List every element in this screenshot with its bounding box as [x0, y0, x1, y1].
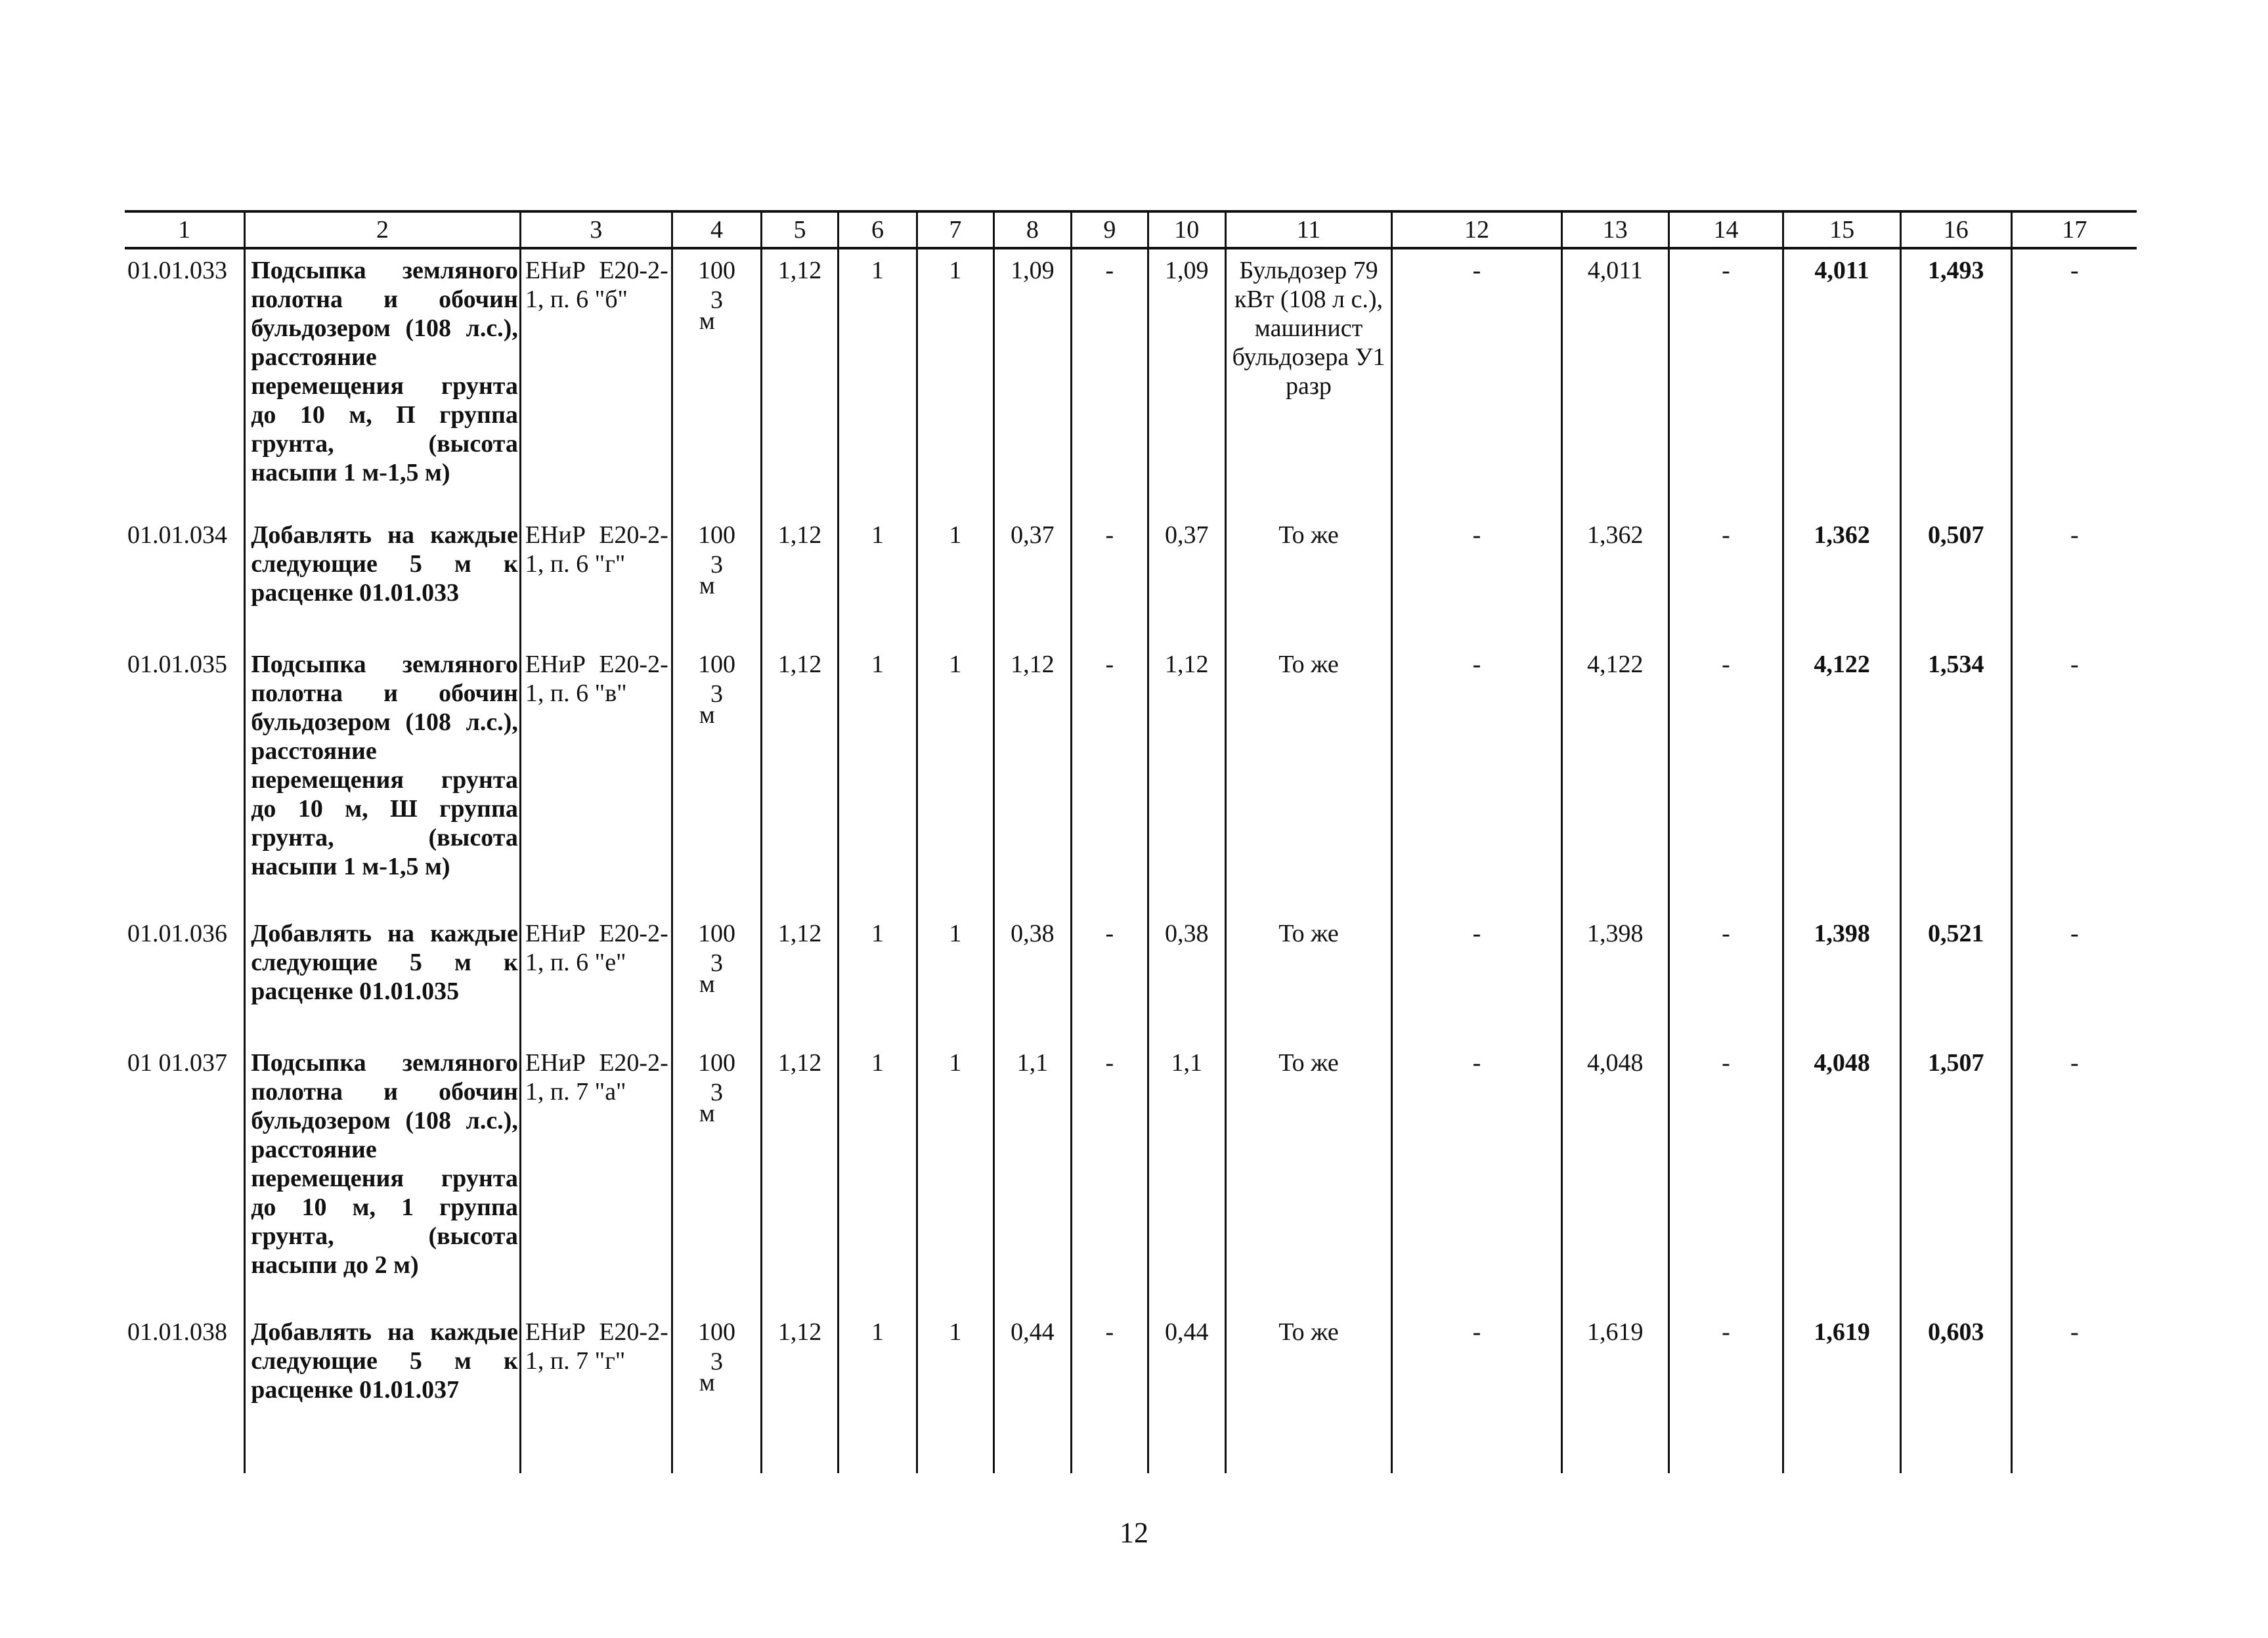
unit-value: 100 — [698, 651, 735, 678]
header-cell: 15 — [1783, 211, 1901, 248]
table-row — [125, 643, 2137, 913]
col-7-value: 1 — [917, 643, 993, 913]
header-cell: 3 — [520, 211, 672, 248]
machine-description: То же — [1226, 1042, 1392, 1311]
header-cell: 10 — [1148, 211, 1225, 248]
col-14-value: - — [1668, 1311, 1783, 1473]
col-13-value: 4,122 — [1561, 643, 1668, 913]
header-cell: 17 — [2011, 211, 2137, 248]
col-5-value: 1,12 — [762, 643, 838, 913]
col-10-value: 0,38 — [1148, 913, 1225, 1042]
col-14-value: - — [1668, 1042, 1783, 1311]
header-cell: 12 — [1391, 211, 1561, 248]
col-5-value: 1,12 — [762, 248, 838, 514]
rate-code: 01.01.036 — [125, 913, 245, 1042]
col-8-value: 1,09 — [993, 248, 1071, 514]
header-cell: 2 — [245, 211, 521, 248]
unit-value: 100 — [698, 521, 735, 549]
col-7-value: 1 — [917, 1311, 993, 1473]
table-row — [125, 514, 2137, 643]
col-15-value: 1,362 — [1783, 514, 1901, 643]
col-7-value: 1 — [917, 1042, 993, 1311]
col-12-value: - — [1391, 1311, 1561, 1473]
rate-code: 01.01.034 — [125, 514, 245, 643]
work-description: Подсыпка земляного полотна и обочин бульдозером (108 л.с.), расстояние перемещения грунта до 10 м, Ш группа грунта, (высота насыпи 1 м-1,5 м) — [245, 643, 521, 913]
header-cell: 9 — [1072, 211, 1148, 248]
col-8-value: 1,12 — [993, 643, 1071, 913]
col-17-value: - — [2011, 1042, 2137, 1311]
col-5-value: 1,12 — [762, 913, 838, 1042]
col-10-value: 0,44 — [1148, 1311, 1225, 1473]
col-13-value: 4,011 — [1561, 248, 1668, 514]
unit-name: м — [699, 307, 715, 335]
col-16-value: 0,603 — [1900, 1311, 2011, 1473]
col-14-value: - — [1668, 514, 1783, 643]
unit-value: 100 — [698, 1049, 735, 1077]
unit-exponent: 3 — [710, 286, 723, 314]
header-cell: 14 — [1668, 211, 1783, 248]
col-7-value: 1 — [917, 248, 993, 514]
norm-reference: ЕНиР Е20-2-1, п. 6 "г" — [520, 514, 672, 643]
header-cell: 16 — [1900, 211, 2011, 248]
header-cell: 11 — [1226, 211, 1392, 248]
rates-table — [125, 210, 2137, 1473]
col-9-value: - — [1072, 1311, 1148, 1473]
header-cell: 13 — [1561, 211, 1668, 248]
rate-code: 01.01.033 — [125, 248, 245, 514]
machine-description: То же — [1226, 913, 1392, 1042]
col-16-value: 1,534 — [1900, 643, 2011, 913]
col-13-value: 1,619 — [1561, 1311, 1668, 1473]
col-6-value: 1 — [838, 913, 917, 1042]
table-row — [125, 248, 2137, 514]
header-cell: 4 — [672, 211, 762, 248]
norm-reference: ЕНиР Е20-2-1, п. 7 "а" — [520, 1042, 672, 1311]
col-12-value: - — [1391, 248, 1561, 514]
col-13-value: 1,398 — [1561, 913, 1668, 1042]
col-6-value: 1 — [838, 1042, 917, 1311]
col-8-value: 0,37 — [993, 514, 1071, 643]
header-cell: 1 — [125, 211, 245, 248]
col-8-value: 0,38 — [993, 913, 1071, 1042]
rate-code: 01.01.035 — [125, 643, 245, 913]
col-9-value: - — [1072, 643, 1148, 913]
work-description: Добавлять на каждые следующие 5 м к расценке 01.01.033 — [245, 514, 521, 643]
page-number: 12 — [1120, 1517, 1148, 1549]
rate-code: 01 01.037 — [125, 1042, 245, 1311]
col-6-value: 1 — [838, 1311, 917, 1473]
col-14-value: - — [1668, 913, 1783, 1042]
col-15-value: 1,398 — [1783, 913, 1901, 1042]
unit-exponent: 3 — [710, 1348, 723, 1375]
col-9-value: - — [1072, 1042, 1148, 1311]
col-12-value: - — [1391, 514, 1561, 643]
col-17-value: - — [2011, 248, 2137, 514]
unit-name: м — [699, 701, 715, 729]
col-17-value: - — [2011, 643, 2137, 913]
col-15-value: 4,122 — [1783, 643, 1901, 913]
unit-name: м — [699, 970, 715, 998]
header-cell: 5 — [762, 211, 838, 248]
unit-value: 100 — [698, 1318, 735, 1346]
col-5-value: 1,12 — [762, 514, 838, 643]
unit-value: 100 — [698, 920, 735, 947]
col-10-value: 0,37 — [1148, 514, 1225, 643]
unit-exponent: 3 — [710, 680, 723, 708]
unit-exponent: 3 — [710, 551, 723, 578]
table-row — [125, 913, 2137, 1042]
machine-description: Бульдозер 79 кВт (108 л с.), машинист бульдозера У1 разр — [1226, 248, 1392, 514]
col-9-value: - — [1072, 514, 1148, 643]
col-9-value: - — [1072, 913, 1148, 1042]
unit-cell — [672, 643, 762, 913]
col-7-value: 1 — [917, 514, 993, 643]
header-cell: 8 — [993, 211, 1071, 248]
unit-cell — [672, 514, 762, 643]
col-16-value: 0,507 — [1900, 514, 2011, 643]
col-9-value: - — [1072, 248, 1148, 514]
norm-reference: ЕНиР Е20-2-1, п. 6 "в" — [520, 643, 672, 913]
col-12-value: - — [1391, 1042, 1561, 1311]
col-12-value: - — [1391, 913, 1561, 1042]
col-10-value: 1,1 — [1148, 1042, 1225, 1311]
header-row — [125, 211, 2137, 248]
col-16-value: 1,507 — [1900, 1042, 2011, 1311]
col-16-value: 1,493 — [1900, 248, 2011, 514]
header-cell: 6 — [838, 211, 917, 248]
col-17-value: - — [2011, 514, 2137, 643]
col-8-value: 1,1 — [993, 1042, 1071, 1311]
unit-cell — [672, 1042, 762, 1311]
col-6-value: 1 — [838, 514, 917, 643]
work-description: Добавлять на каждые следующие 5 м к расценке 01.01.037 — [245, 1311, 521, 1473]
norm-reference: ЕНиР Е20-2-1, п. 6 "б" — [520, 248, 672, 514]
unit-exponent: 3 — [710, 949, 723, 977]
unit-cell — [672, 913, 762, 1042]
col-16-value: 0,521 — [1900, 913, 2011, 1042]
table-row — [125, 1311, 2137, 1473]
work-description: Подсыпка земляного полотна и обочин бульдозером (108 л.с.), расстояние перемещения грунта до 10 м, 1 группа грунта, (высота насыпи до 2 м) — [245, 1042, 521, 1311]
col-17-value: - — [2011, 913, 2137, 1042]
unit-name: м — [699, 572, 715, 599]
col-15-value: 1,619 — [1783, 1311, 1901, 1473]
unit-cell — [672, 1311, 762, 1473]
work-description: Добавлять на каждые следующие 5 м к расценке 01.01.035 — [245, 913, 521, 1042]
unit-name: м — [699, 1100, 715, 1127]
col-6-value: 1 — [838, 248, 917, 514]
unit-exponent: 3 — [710, 1079, 723, 1106]
col-13-value: 4,048 — [1561, 1042, 1668, 1311]
col-17-value: - — [2011, 1311, 2137, 1473]
col-6-value: 1 — [838, 643, 917, 913]
norm-reference: ЕНиР Е20-2-1, п. 6 "е" — [520, 913, 672, 1042]
col-15-value: 4,011 — [1783, 248, 1901, 514]
col-8-value: 0,44 — [993, 1311, 1071, 1473]
col-5-value: 1,12 — [762, 1311, 838, 1473]
col-12-value: - — [1391, 643, 1561, 913]
machine-description: То же — [1226, 514, 1392, 643]
table-row — [125, 1042, 2137, 1311]
unit-cell — [672, 248, 762, 514]
machine-description: То же — [1226, 1311, 1392, 1473]
unit-value: 100 — [698, 257, 735, 284]
unit-name: м — [699, 1369, 715, 1396]
machine-description: То же — [1226, 643, 1392, 913]
work-description: Подсыпка земляного полотна и обочин бульдозером (108 л.с.), расстояние перемещения грунта до 10 м, П группа грунта, (высота насыпи 1 м-1,5 м) — [245, 248, 521, 514]
header-cell: 7 — [917, 211, 993, 248]
col-15-value: 4,048 — [1783, 1042, 1901, 1311]
norm-reference: ЕНиР Е20-2-1, п. 7 "г" — [520, 1311, 672, 1473]
col-14-value: - — [1668, 248, 1783, 514]
col-10-value: 1,12 — [1148, 643, 1225, 913]
col-13-value: 1,362 — [1561, 514, 1668, 643]
col-5-value: 1,12 — [762, 1042, 838, 1311]
col-7-value: 1 — [917, 913, 993, 1042]
col-14-value: - — [1668, 643, 1783, 913]
rate-code: 01.01.038 — [125, 1311, 245, 1473]
col-10-value: 1,09 — [1148, 248, 1225, 514]
